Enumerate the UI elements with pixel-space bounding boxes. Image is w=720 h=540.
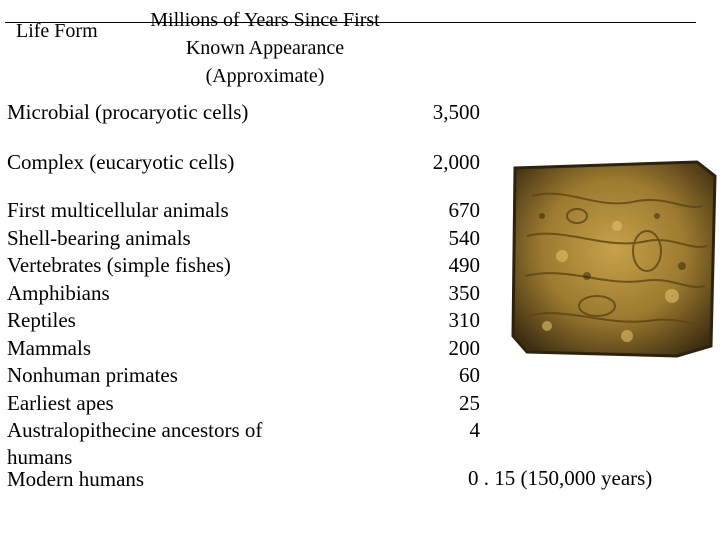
row-label: Nonhuman primates <box>7 363 178 387</box>
column-header-years: Millions of Years Since First Known Appearance (Approximate) <box>150 9 380 87</box>
row-label: Mammals <box>7 335 91 360</box>
row-value: 670 <box>448 198 480 222</box>
row-label: Microbial (procaryotic cells) <box>7 100 249 124</box>
row-value: 4 <box>469 418 480 442</box>
row-value: 540 <box>448 225 480 250</box>
row-label: Reptiles <box>7 308 76 332</box>
row-value: 2,000 <box>432 150 480 174</box>
row-value: 350 <box>448 280 480 305</box>
row-label: Shell-bearing animals <box>7 225 191 250</box>
row-label: First multicellular animals <box>7 198 229 222</box>
row-value: 490 <box>448 253 480 277</box>
fossil-rock-image <box>507 156 719 361</box>
row-value: 25 <box>459 390 480 415</box>
row-value: 3,500 <box>432 100 480 124</box>
row-label: Modern humans <box>7 467 145 491</box>
row-value: 0 . 15 (150,000 years) <box>468 466 653 490</box>
row-label: Earliest apes <box>7 390 114 415</box>
row-value: 60 <box>459 363 480 387</box>
row-label: Amphibians <box>7 280 110 305</box>
row-label: Complex (eucaryotic cells) <box>7 150 235 174</box>
row-value: 200 <box>448 335 480 360</box>
row-label: Australopithecine ancestors of humans <box>7 418 263 469</box>
row-value: 310 <box>448 308 480 332</box>
column-header-life-form: Life Form <box>16 20 98 42</box>
row-label: Vertebrates (simple fishes) <box>7 253 231 277</box>
